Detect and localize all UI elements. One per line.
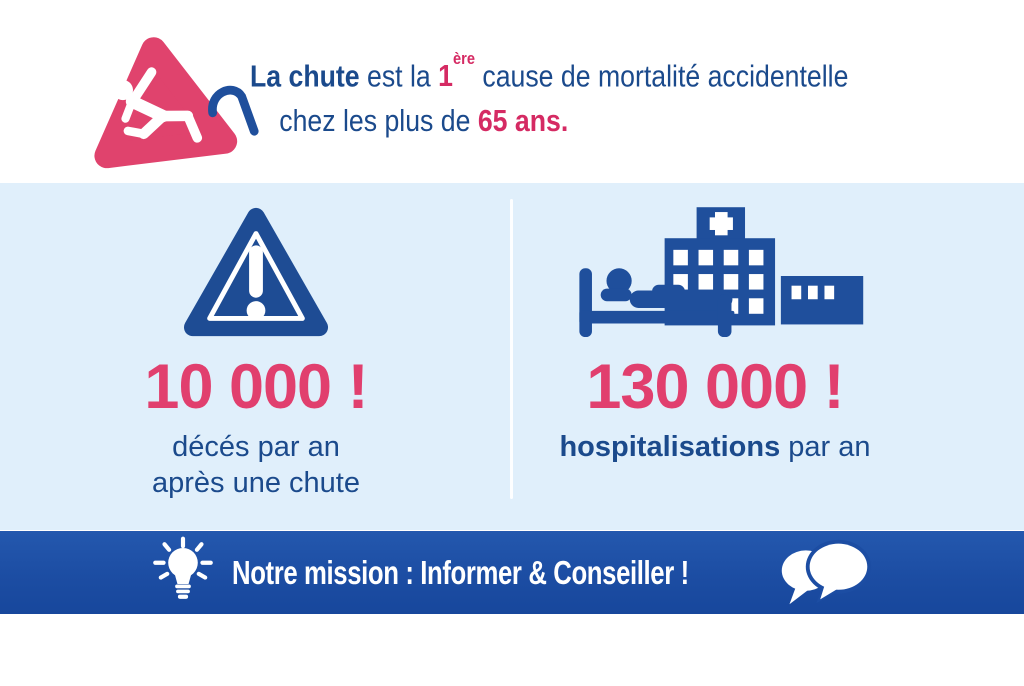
headline-rank: 1ère (438, 49, 475, 94)
headline-line-2 (279, 98, 848, 143)
mission-text: Notre mission : Informer & Conseiller ! (232, 554, 689, 591)
deaths-label-line1: décés par an (172, 431, 340, 463)
headline-rank-sup: ère (453, 49, 475, 68)
header-section (0, 0, 1024, 183)
stat-deaths-column (0, 183, 512, 501)
hospital-bed-icon (560, 203, 870, 349)
deaths-label-line2: après une chute (152, 467, 360, 499)
stat-deaths-icon-row (0, 199, 512, 349)
headline-mid2: cause de mortalité accidentelle (474, 58, 849, 94)
stat-hospitalisations-column (512, 183, 918, 465)
lightbulb-icon (146, 535, 220, 609)
headline-bold-lead: La chute (250, 58, 360, 94)
hosp-label-rest: par an (780, 431, 871, 463)
headline-line-1 (250, 47, 848, 98)
headline-line2-accent: 65 ans. (477, 103, 569, 139)
speech-bubbles-icon (775, 536, 875, 609)
warning-triangle-icon (182, 201, 330, 349)
hospitalisations-label (512, 429, 918, 465)
hospitalisations-value: 130 000 ! (586, 352, 844, 422)
stat-hosp-icon-row (512, 199, 918, 349)
mission-bar (0, 531, 1024, 614)
headline-mid1: est la (359, 58, 439, 94)
footer-whitespace (0, 614, 1024, 686)
headline (250, 47, 848, 143)
hosp-label-bold: hospitalisations (559, 431, 781, 463)
headline-line2-lead: chez les plus de (279, 103, 478, 139)
deaths-label (0, 429, 512, 501)
stats-section (0, 183, 1024, 530)
deaths-value: 10 000 ! (144, 352, 368, 422)
